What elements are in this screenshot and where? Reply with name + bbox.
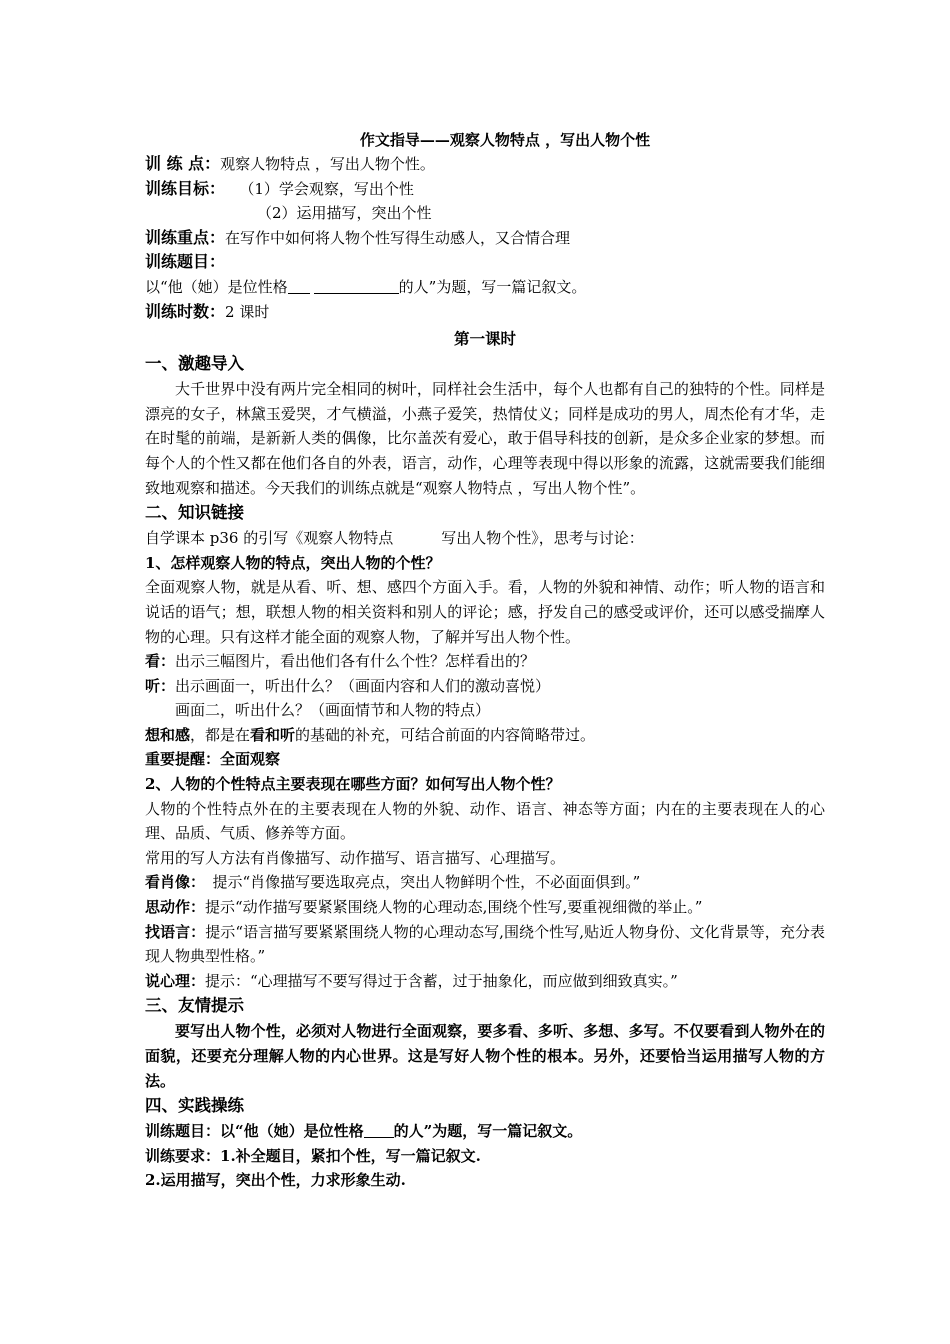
think-end: 的基础的补充，可结合前面的内容简略带过。: [295, 725, 596, 744]
section-3-paragraph: 要写出人物个性，必须对人物进行全面观察，要多看、多听、多想、多写。不仅要看到人物外在的面貌，还要充分理解人物的内心世界。这是写好人物个性的根本。另外，还要恰当运用描写人物的方法。: [145, 1022, 825, 1090]
practice-topic-after: 的人”为题，写一篇记叙文。: [393, 1122, 583, 1141]
section-2-intro: [145, 526, 825, 551]
action-label: 思动作：: [145, 898, 206, 917]
methods-line: 常用的写人方法有肖像描写、动作描写、语言描写、心理描写。: [145, 848, 566, 867]
practice-topic-row: [145, 1119, 825, 1144]
document-title: 作文指导——观察人物特点 ，写出人物个性: [359, 131, 651, 149]
portrait-label: 看肖像：: [145, 873, 198, 892]
topic-blank-long: [314, 278, 399, 294]
training-topic-label: 训练题目：: [145, 252, 226, 272]
section-2-intro-b: 写出人物个性》，思考与讨论：: [441, 529, 644, 548]
topic-blank-short: [288, 278, 310, 294]
section-4-heading: 四、实践操练: [145, 1096, 244, 1116]
practice-topic-before: 训练题目：以“他（她）是位性格: [145, 1122, 364, 1141]
remind-text: 全面观察: [220, 750, 281, 769]
mind-label: 说心理：: [145, 971, 206, 990]
section-1-heading: 一、激趣导入: [145, 354, 244, 374]
training-topic-row: [145, 275, 825, 300]
listen-label: 听：: [145, 676, 176, 695]
section-1-paragraph: 大千世界中没有两片完全相同的树叶，同样社会生活中，每个人也都有自己的独特的个性。同样是漂亮的女子，林黛玉爱哭，才气横溢，小燕子爱笑，热情仗义；同样是成功的男人，周杰伦有才华，走在时髦的前端，是新新人类的偶像，比尔盖茨有爱心，敢于倡导科技的创新，是众多企业家的梦想。而每个人的个性又都在他们各自的外表，语言，动作，心理等表现中得以形象的流露，这就需要我们能细致地观察和描述。今天我们的训练点就是“观察人物特点 ，写出人物个性”。: [145, 380, 825, 497]
practice-requirement-2: 2.运用描写，突出个性，力求形象生动.: [145, 1171, 406, 1190]
training-focus-text: 在写作中如何将人物个性写得生动感人，又合情合理: [225, 228, 571, 247]
training-hours-text: 2 课时: [225, 302, 270, 321]
training-hours-label: 训练时数：: [145, 301, 226, 321]
speech-row: [145, 920, 825, 969]
remind-row: [145, 747, 825, 772]
training-hours-row: [145, 300, 825, 325]
listen-text: 出示画面一，听出什么？（画面内容和人们的激动喜悦）: [175, 676, 551, 695]
action-text: 提示“动作描写要紧紧围绕人物的心理动态,围绕个性写,要重视细微的举止。”: [205, 898, 703, 917]
lesson-title: 第一课时: [453, 329, 516, 349]
speech-label: 找语言：: [145, 922, 206, 941]
training-point-text: 观察人物特点 ，写出人物个性。: [220, 155, 435, 173]
answer-2: 人物的个性特点外在的主要表现在人物的外貌、动作、语言、神态等方面；内在的主要表现在人的心理、品质、气质、修养等方面。: [145, 799, 825, 843]
training-point-row: [145, 152, 825, 177]
question-2: 2、人物的个性特点主要表现在哪些方面？如何写出人物个性？: [145, 775, 561, 794]
listen-row: [145, 674, 825, 699]
look-label: 看：: [145, 652, 176, 671]
document-page: [145, 128, 825, 1193]
training-goal-label: 训练目标：: [145, 178, 226, 198]
training-goal-1: （1）学会观察，写出个性: [239, 179, 414, 198]
think-mid: ，都是在: [190, 725, 251, 744]
think-bold: 看和听: [250, 725, 296, 744]
look-text: 出示三幅图片，看出他们各有什么个性？怎样看出的？: [175, 652, 536, 671]
practice-requirement-1: 训练要求：1.补全题目，紧扣个性，写一篇记叙文.: [145, 1146, 481, 1165]
training-goal-row: [145, 177, 825, 202]
answer-1: 全面观察人物，就是从看、听、想、感四个方面入手。看，人物的外貌和神情、动作；听人物的语言和说话的语气；想，联想人物的相关资料和别人的评论；感，抒发自己的感受或评价，还可以感受揣摩人物的心理。只有这样才能全面的观察人物，了解并写出人物个性。: [145, 578, 825, 646]
listen-row-2: 画面二，听出什么？（画面情节和人物的特点）: [175, 701, 491, 720]
speech-text: 提示“语言描写要紧紧围绕人物的心理动态写,围绕个性写,贴近人物身份、文化背景等，充分表现人物典型性格。”: [145, 922, 825, 966]
mind-row: [145, 969, 825, 994]
remind-label: 重要提醒：: [145, 750, 221, 769]
training-topic-before: 以“他（她）是位性格: [145, 277, 288, 296]
action-row: [145, 895, 825, 920]
training-focus-row: [145, 226, 825, 251]
section-2-heading: 二、知识链接: [145, 503, 244, 523]
think-label: 想和感: [145, 725, 191, 744]
think-row: [145, 723, 825, 748]
training-goal-2: （2）运用描写，突出个性: [257, 204, 432, 223]
portrait-row: [145, 870, 825, 895]
mind-text: 提示：“心理描写不要写得过于含蓄，过于抽象化，而应做到细致真实。”: [205, 971, 678, 990]
portrait-text: 提示“肖像描写要选取亮点，突出人物鲜明个性，不必面面俱到。”: [197, 873, 641, 892]
section-3-heading: 三、友情提示: [145, 996, 244, 1016]
question-1: 1、怎样观察人物的特点，突出人物的个性？: [145, 553, 441, 572]
training-topic-after: 的人”为题，写一篇记叙文。: [398, 277, 587, 296]
section-2-intro-a: 自学课本 p36 的引写《观察人物特点: [145, 529, 394, 548]
look-row: [145, 649, 825, 674]
practice-topic-blank: [364, 1122, 394, 1138]
training-point-label: 训 练 点：: [145, 154, 221, 173]
training-focus-label: 训练重点：: [145, 227, 226, 247]
